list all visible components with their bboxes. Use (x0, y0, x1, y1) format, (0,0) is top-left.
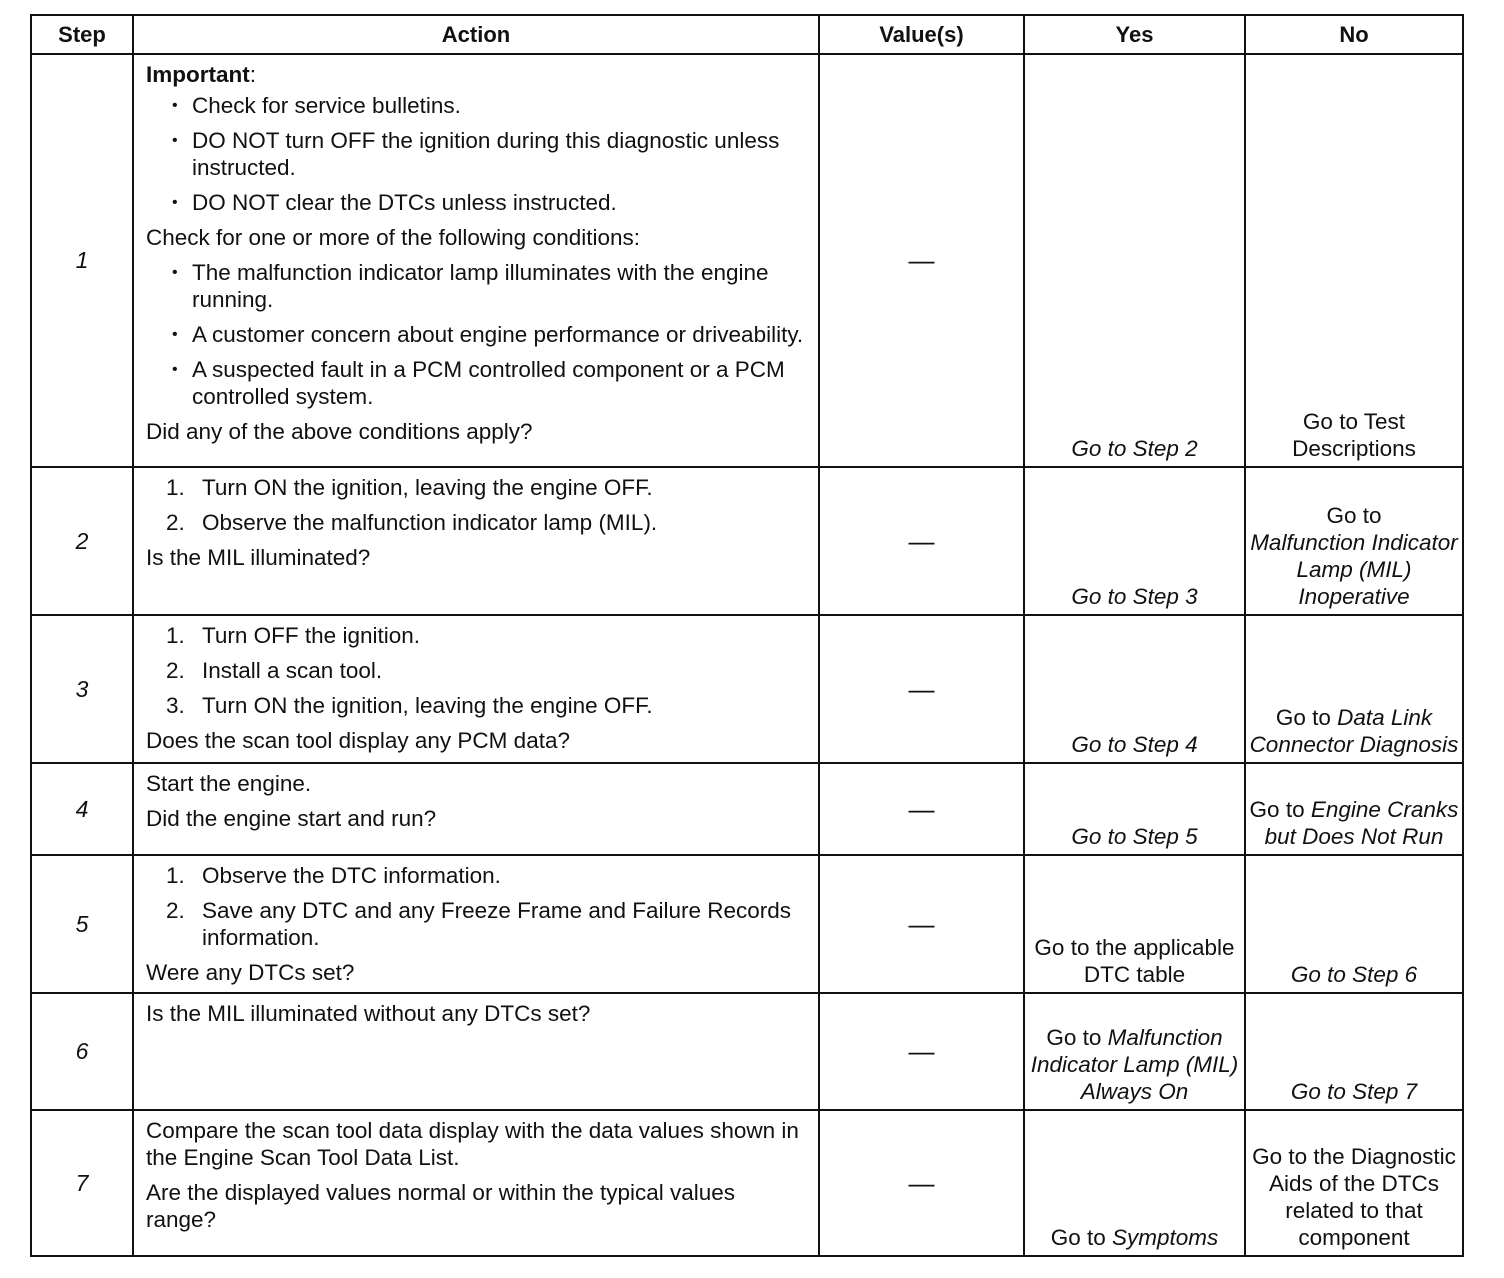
instruction: Start the engine. (146, 771, 312, 796)
question: Is the MIL illuminated? (146, 545, 371, 570)
no-prefix: Go to (1249, 797, 1305, 822)
value-cell: — (819, 54, 1024, 467)
value-cell: — (819, 615, 1024, 763)
header-no: No (1245, 15, 1463, 54)
list-item: • A suspected fault in a PCM controlled component or a PCM controlled system. (146, 356, 810, 410)
no-cell (1245, 54, 1463, 467)
numbered-item: 1. Observe the DTC information. (166, 863, 501, 888)
list-item: • Check for service bulletins. (146, 92, 810, 119)
yes-prefix: Go to (1046, 1025, 1102, 1050)
numbered-item: 3. Turn ON the ignition, leaving the engine OFF. (166, 693, 653, 718)
action-cell (133, 993, 819, 1110)
no-text: Go to Test Descriptions (1292, 409, 1416, 461)
no-cell (1245, 1110, 1463, 1256)
numbered-item: 2. Observe the malfunction indicator lamp (MIL). (166, 510, 658, 535)
header-yes: Yes (1024, 15, 1245, 54)
yes-prefix: Go to (1050, 1225, 1106, 1250)
important-label: Important (146, 62, 250, 87)
action-cell (133, 1110, 819, 1256)
value-cell: — (819, 993, 1024, 1110)
yes-cell (1024, 467, 1245, 615)
yes-text: Go to the applicable DTC table (1034, 935, 1235, 987)
step-number: 4 (31, 763, 133, 855)
value-cell: — (819, 1110, 1024, 1256)
important-colon: : (249, 62, 257, 87)
value-cell: — (819, 763, 1024, 855)
question: Does the scan tool display any PCM data? (146, 728, 570, 753)
step-number: 6 (31, 993, 133, 1110)
diagnostic-table (30, 14, 1464, 1257)
no-link: Malfunction Indicator Lamp (MIL) Inoperative (1250, 530, 1458, 609)
no-cell (1245, 763, 1463, 855)
action-cell (133, 763, 819, 855)
yes-link: Go to Step 2 (1071, 436, 1198, 461)
no-link: Data Link Connector Diagnosis (1249, 705, 1459, 757)
no-prefix: Go to (1275, 705, 1331, 730)
no-cell (1245, 615, 1463, 763)
yes-link: Go to Step 4 (1071, 732, 1198, 757)
step-number: 5 (31, 855, 133, 993)
check-intro: Check for one or more of the following conditions: (146, 225, 641, 250)
no-link: Go to Step 7 (1290, 1079, 1418, 1104)
question: Is the MIL illuminated without any DTCs set? (146, 1001, 591, 1026)
step-number: 2 (31, 467, 133, 615)
table-row (31, 763, 1463, 855)
yes-link: Malfunction Indicator Lamp (MIL) Always On (1030, 1025, 1239, 1104)
instruction: Compare the scan tool data display with the data values shown in the Engine Scan Tool Data List. (146, 1118, 799, 1170)
yes-cell (1024, 1110, 1245, 1256)
header-action: Action (133, 15, 819, 54)
yes-link: Go to Step 5 (1071, 824, 1198, 849)
no-link: Go to Step 6 (1290, 962, 1418, 987)
question: Were any DTCs set? (146, 960, 355, 985)
no-cell (1245, 467, 1463, 615)
header-values: Value(s) (819, 15, 1024, 54)
header-step: Step (31, 15, 133, 54)
numbered-item: 2. Save any DTC and any Freeze Frame and Failure Records information. (166, 898, 792, 950)
important-heading (146, 61, 810, 88)
table-row (31, 54, 1463, 467)
yes-cell (1024, 615, 1245, 763)
no-link: Engine Cranks but Does Not Run (1264, 797, 1459, 849)
table-row (31, 1110, 1463, 1256)
list-item: • DO NOT clear the DTCs unless instructed. (146, 189, 810, 216)
table-row (31, 615, 1463, 763)
no-text: Go to the Diagnostic Aids of the DTCs related to that component (1252, 1144, 1456, 1250)
list-item: • DO NOT turn OFF the ignition during this diagnostic unless instructed. (146, 127, 810, 181)
value-cell: — (819, 855, 1024, 993)
header-row (31, 15, 1463, 54)
no-cell (1245, 855, 1463, 993)
numbered-item: 2. Install a scan tool. (166, 658, 383, 683)
question: Are the displayed values normal or within the typical values range? (146, 1180, 736, 1232)
yes-cell (1024, 855, 1245, 993)
action-cell (133, 54, 819, 467)
question: Did any of the above conditions apply? (146, 419, 533, 444)
action-cell (133, 615, 819, 763)
list-item: • The malfunction indicator lamp illuminates with the engine running. (146, 259, 810, 313)
table-row (31, 467, 1463, 615)
list-item: • A customer concern about engine performance or driveability. (146, 321, 810, 348)
step-number: 7 (31, 1110, 133, 1256)
numbered-item: 1. Turn OFF the ignition. (166, 623, 421, 648)
action-cell (133, 855, 819, 993)
yes-link: Symptoms (1112, 1225, 1219, 1250)
table-row (31, 993, 1463, 1110)
no-prefix: Go to (1326, 503, 1382, 528)
no-cell (1245, 993, 1463, 1110)
table-row (31, 855, 1463, 993)
value-cell: — (819, 467, 1024, 615)
yes-cell (1024, 763, 1245, 855)
step-number: 3 (31, 615, 133, 763)
step-number: 1 (31, 54, 133, 467)
yes-cell (1024, 54, 1245, 467)
yes-cell (1024, 993, 1245, 1110)
yes-link: Go to Step 3 (1071, 584, 1198, 609)
question: Did the engine start and run? (146, 806, 437, 831)
numbered-item: 1. Turn ON the ignition, leaving the engine OFF. (166, 475, 653, 500)
action-cell (133, 467, 819, 615)
